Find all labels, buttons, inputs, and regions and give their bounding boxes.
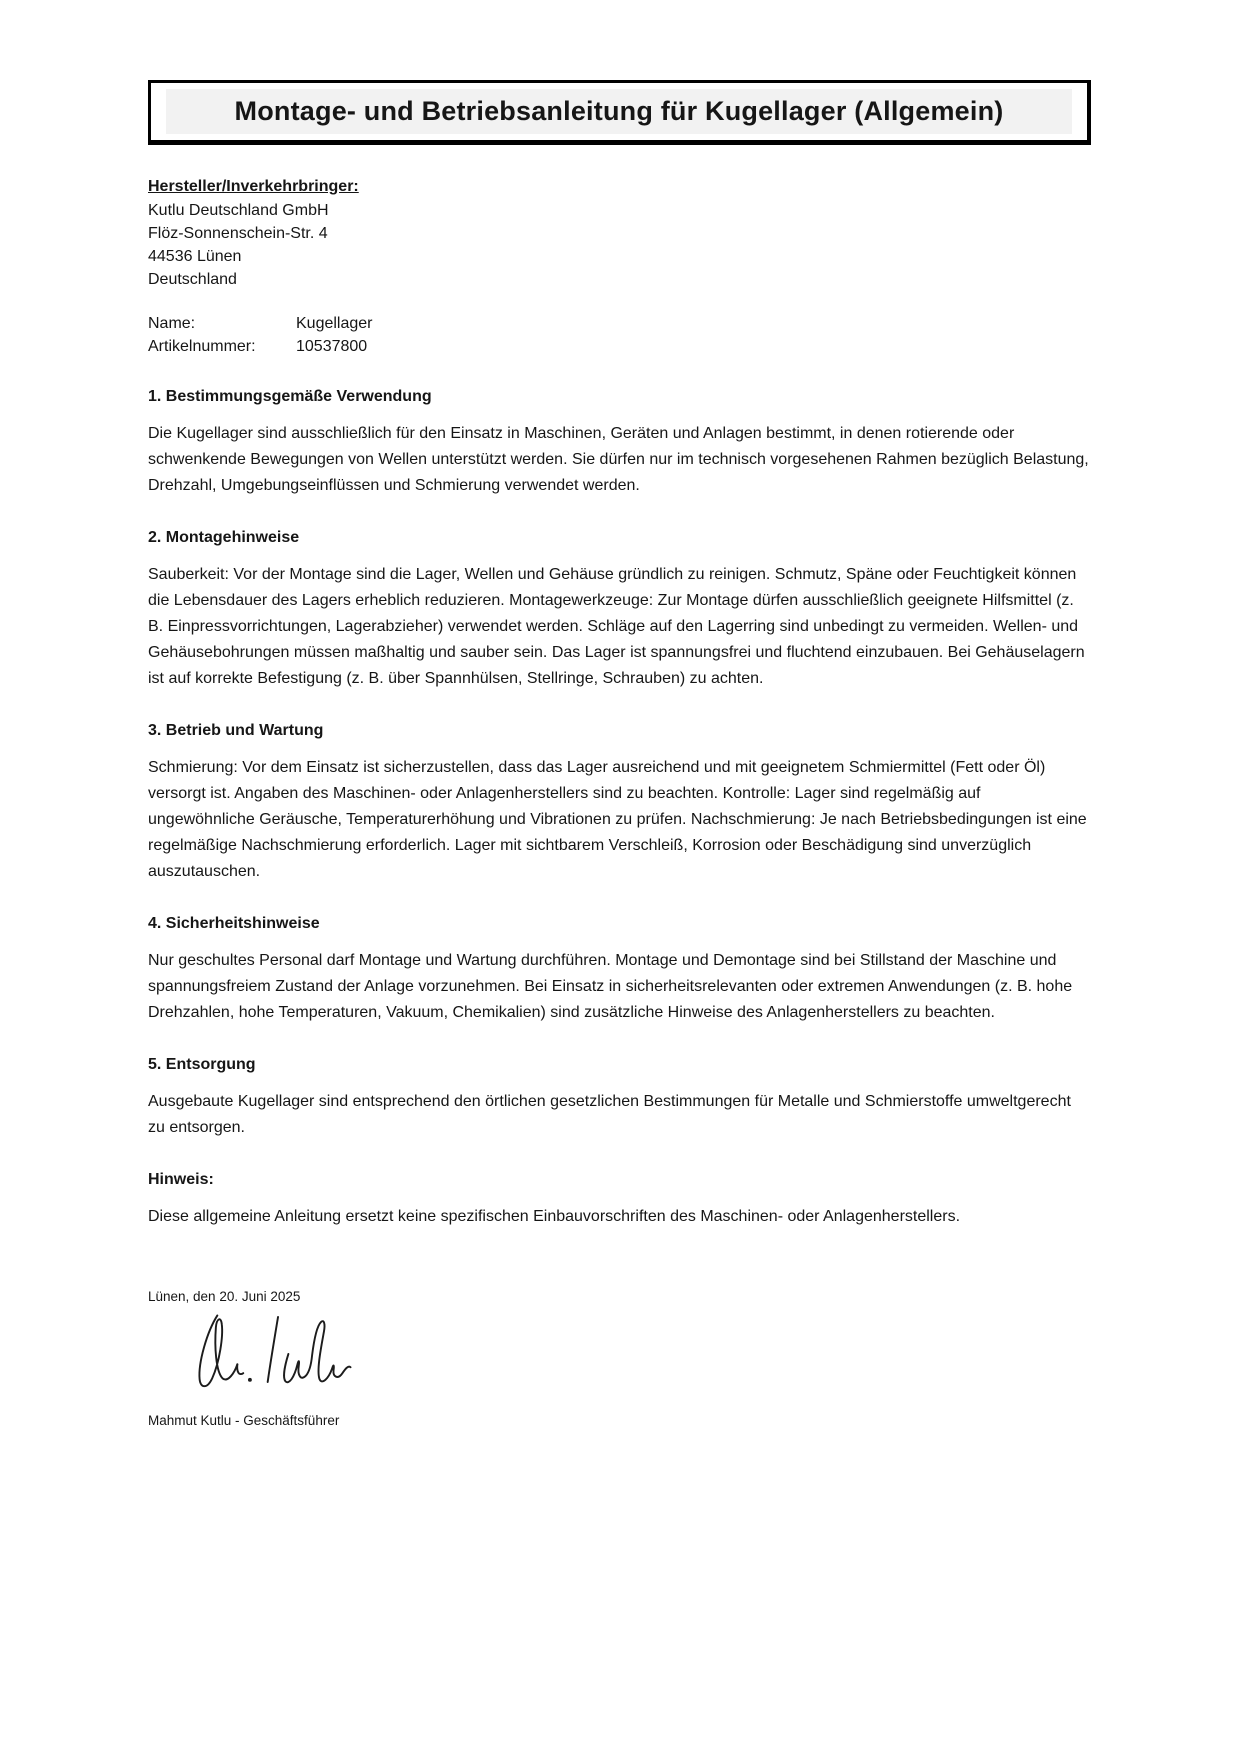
article-number-row [148,335,1091,358]
manufacturer-country: Deutschland [148,271,237,288]
manufacturer-name: Kutlu Deutschland GmbH [148,202,329,219]
note-heading: Hinweis: [148,1171,214,1188]
product-name-label: Name: [148,315,196,332]
product-info [148,312,1091,358]
manufacturer-city: 44536 Lünen [148,248,242,265]
section-3-heading: 3. Betrieb und Wartung [148,722,324,739]
section-1-heading: 1. Bestimmungsgemäße Verwendung [148,388,432,405]
signer-name: Mahmut Kutlu - Geschäftsführer [148,1413,340,1428]
section-disposal [148,1053,1091,1141]
title-box [148,80,1091,145]
article-number-value: 10537800 [296,338,368,355]
section-safety-notes [148,912,1091,1026]
section-note [148,1168,1091,1230]
section-intended-use [148,385,1091,499]
note-body: Diese allgemeine Anleitung ersetzt keine spezifischen Einbauvorschriften des Maschinen- oder Anlagenherstellers. [148,1208,961,1225]
section-1-body: Die Kugellager sind ausschließlich für den Einsatz in Maschinen, Geräten und Anlagen bestimmt, in denen rotierende oder schwenkende Bewegungen von Wellen unterstützt werden. Sie dürfen nur im technisch vorgesehenen Rahmen bezüglich Belastung, Drehzahl, Umgebungseinflüssen und Schmierung verwendet werden. [148,425,1089,494]
section-2-heading: 2. Montagehinweise [148,529,300,546]
section-2-body: Sauberkeit: Vor der Montage sind die Lager, Wellen und Gehäuse gründlich zu reinigen. Schmutz, Späne oder Feuchtigkeit können die Lebensdauer des Lagers erheblich reduzieren. Montagewerkzeuge: Zur Montage dürfen ausschließlich geeignete Hilfsmittel (z. B. Einpressvorrichtungen, Lagerabzieher) verwendet werden. Schläge auf den Lagerring sind unbedingt zu vermeiden. Wellen- und Gehäusebohrungen müssen maßhaltig und sauber sein. Das Lager ist spannungsfrei und fluchtend einzubauen. Bei Gehäuselagern ist auf korrekte Befestigung (z. B. über Spannhülsen, Stellringe, Schrauben) zu achten. [148,566,1085,687]
section-operation-maintenance [148,719,1091,885]
product-name-value: Kugellager [296,315,373,332]
page-title: Montage- und Betriebsanleitung für Kugellager (Allgemein) [166,89,1072,134]
closing-block [148,1288,1091,1430]
section-3-body: Schmierung: Vor dem Einsatz ist sicherzustellen, dass das Lager ausreichend und mit geeignetem Schmiermittel (Fett oder Öl) versorgt ist. Angaben des Maschinen- oder Anlagenherstellers sind zu beachten. Kontrolle: Lager sind regelmäßig auf ungewöhnliche Geräusche, Temperaturerhöhung und Vibrationen zu prüfen. Nachschmierung: Je nach Betriebsbedingungen ist eine regelmäßige Nachschmierung erforderlich. Lager mit sichtbarem Verschleiß, Korrosion oder Beschädigung sind unverzüglich auszutauschen. [148,759,1087,880]
section-4-body: Nur geschultes Personal darf Montage und Wartung durchführen. Montage und Demontage sind bei Stillstand der Maschine und spannungsfreiem Zustand der Anlage vorzunehmen. Bei Einsatz in sicherheitsrelevanten oder extremen Anwendungen (z. B. hohe Drehzahlen, hohe Temperaturen, Vakuum, Chemikalien) sind zusätzliche Hinweise des Anlagenherstellers zu beachten. [148,952,1073,1021]
section-5-body: Ausgebaute Kugellager sind entsprechend den örtlichen gesetzlichen Bestimmungen für Metalle und Schmierstoffe umweltgerecht zu entsorgen. [148,1093,1071,1136]
section-mounting-notes [148,526,1091,692]
section-5-heading: 5. Entsorgung [148,1056,256,1073]
product-name-row [148,312,1091,335]
place-date: Lünen, den 20. Juni 2025 [148,1289,301,1304]
article-number-label: Artikelnummer: [148,338,256,355]
section-4-heading: 4. Sicherheitshinweise [148,915,320,932]
manufacturer-street: Flöz-Sonnenschein-Str. 4 [148,225,328,242]
signature-icon [170,1308,355,1408]
manufacturer-label: Hersteller/Inverkehrbringer: [148,178,359,195]
